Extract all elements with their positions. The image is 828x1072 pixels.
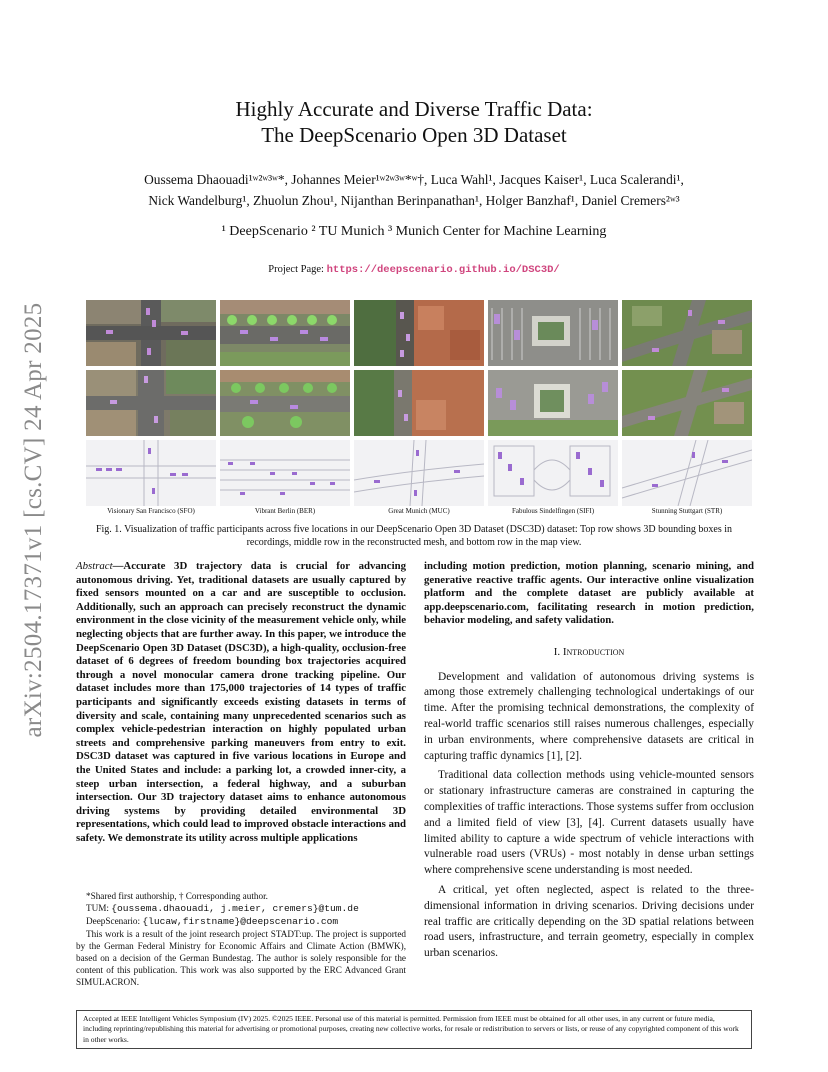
arxiv-stamp-text: arXiv:2504.17371v1 [cs.CV] 24 Apr 2025 [20, 302, 47, 738]
footnote-tum-label: TUM: [86, 903, 109, 913]
tile-recording-str [622, 300, 752, 366]
abstract-body: —Accurate 3D trajectory data is crucial for advancing autonomous driving. Yet, traditional datasets are usually captured by fixed sensors mounted on a car and are susceptible to occlusion. Additionally, such an approach can precisely reconstruct the dynamic environment in the close vicinity of the measurement vehicle only, while neglecting objects that are further away. In this paper, we introduce the DeepScenario Open 3D Dataset (DSC3D), a high-quality, occlusion-free dataset of 6 degrees of freedom bounding box trajectories acquired through a novel monocular camera drone tracking pipeline. Our dataset includes more than 175,000 trajectories of 14 types of traffic participants and significantly exceeds existing datasets in terms of diversity and scale, containing many unprecedented scenarios such as complex vehicle-pedestrian interaction on highly populated urban streets and comprehensive parking maneuvers from entry to exit. DSC3D dataset was captured in five various locations in Europe and the United States and include: a parking lot, a crowded inner-city, a steep urban intersection, a federal highway, and a suburban intersection. Our 3D trajectory dataset aims to enhance autonomous driving systems by providing detailed environmental 3D representations, which could lead to improved obstacle interactions and safety. We demonstrate its utility across multiple applications [76, 560, 406, 844]
tile-map-ber [220, 440, 350, 506]
affiliations: ¹ DeepScenario ² TU Munich ³ Munich Center for Machine Learning [221, 224, 607, 239]
right-column [424, 560, 754, 966]
intro-paragraph-2: Traditional data collection methods using vehicle-mounted sensors or stationary infrastructure cameras are constrained in capturing the complexities of traffic interactions. Those systems suffer from occlusion and a limited field of view [3], [4]. Current datasets usually have limited ability to capture a wide spectrum of vehicle interactions with vulnerable road users (VRUs) - most notably in dense urban settings where comprehensive scene understanding is most needed. [424, 769, 754, 877]
project-url-link[interactable]: https://deepscenario.github.io/DSC3D/ [326, 264, 560, 276]
project-label: Project Page: [268, 264, 324, 275]
tile-recording-sifi [488, 300, 618, 366]
tile-recording-muc [354, 300, 484, 366]
tile-mesh-str [622, 370, 752, 436]
column-label-sifi: Fabulous Sindelfingen (SIFI) [511, 507, 595, 515]
author-list [90, 169, 738, 211]
footnote-tum [76, 902, 406, 915]
figure-1 [82, 300, 754, 518]
introduction-text [424, 670, 754, 962]
title-line-2: The DeepScenario Open 3D Dataset [261, 123, 567, 147]
footnote-funding: This work is a result of the joint research project STADT:up. The project is supported by the German Federal Ministry for Economic Affairs and Climate Action (BMWK), based on a decision of the German Bundestag. The author is solely responsible for the content of this publication. This work was also supported by the ERC Advanced Grant SIMULACRON. [76, 929, 406, 987]
authors-line-2: Nick Wandelburg¹, Zhuolun Zhou¹, Nijanthan Berinpanathan¹, Holger Banzhaf¹, Daniel Cremers²ʷ³ [148, 193, 680, 208]
tile-map-sfo [86, 440, 216, 506]
column-label-muc: Great Munich (MUC) [388, 507, 450, 515]
tile-mesh-sfo [86, 370, 216, 436]
paper-title [0, 96, 828, 148]
arxiv-stamp [14, 280, 54, 760]
column-label-str: Stunning Stuttgart (STR) [651, 507, 723, 515]
tile-map-muc [354, 440, 484, 506]
tile-recording-ber [220, 300, 350, 366]
tile-mesh-ber [220, 370, 350, 436]
tile-map-sifi [488, 440, 618, 506]
figure-caption: Fig. 1. Visualization of traffic participants across five locations in our DeepScenario Open 3D Dataset (DSC3D) dataset: Top row shows 3D bounding boxes in recordings, middle row in the reconstructed mesh, and bottom row in the map view. [95, 524, 733, 548]
project-page [0, 264, 828, 276]
footnote-ds-email[interactable]: {lucaw,firstname}@deepscenario.com [142, 916, 339, 927]
abstract-continued: including motion prediction, motion planning, scenario mining, and generative reactive traffic agents. Our interactive online visualization platform and the complete dataset are publicly available at app.deepscenario.com, facilitating research in motion prediction, behavior modeling, and safety validation. [424, 560, 754, 627]
footnote-tum-email[interactable]: {oussema.dhaouadi, j.meier, cremers}@tum.de [111, 903, 359, 914]
section-heading-introduction: I. Introduction [553, 645, 625, 658]
intro-paragraph-3: A critical, yet often neglected, aspect is related to the three-dimensional information in driving scenarios. Driving decisions under real traffic are critically depending on the 3D spatial relations between road users, infrastructure, and terrain geometry, especially in complex urban scenarios. [424, 883, 754, 960]
title-line-1: Highly Accurate and Diverse Traffic Data: [235, 97, 593, 121]
column-label-sfo: Visionary San Francisco (SFO) [107, 507, 195, 515]
tile-mesh-sifi [488, 370, 618, 436]
tile-mesh-muc [354, 370, 484, 436]
copyright-notice: Accepted at IEEE Intelligent Vehicles Symposium (IV) 2025. ©2025 IEEE. Personal use of this material is permitted. Permission from IEEE must be obtained for all other uses, in any current or future media, including reprinting/republishing this material for advertising or promotional purposes, creating new collective works, for resale or redistribution to servers or lists, or reuse of any copyrighted component of this work in other works. [76, 1010, 752, 1049]
abstract-lead: Abstract [76, 560, 113, 572]
column-label-ber: Vibrant Berlin (BER) [254, 507, 316, 515]
footnote-shared-authorship: *Shared first authorship, † Corresponding author. [86, 891, 268, 901]
footnote-ds-label: DeepScenario: [86, 916, 141, 926]
footnote-deepscenario [76, 915, 406, 928]
tile-map-str [622, 440, 752, 506]
footnotes [76, 890, 406, 988]
intro-paragraph-1: Development and validation of autonomous driving systems is among those extremely challenging technological undertakings of our time. After the promising technical demonstrations, the complexity of real-world traffic scenarios still raises numerous challenges, especially in urban environments, where comprehensive datasets are critical in capturing traffic dynamics [1], [2]. [424, 670, 754, 762]
tile-recording-sfo [86, 300, 216, 366]
authors-line-1: Oussema Dhaouadi¹ʷ²ʷ³ʷ*, Johannes Meier¹ʷ²ʷ³ʷ*ʷ†, Luca Wahl¹, Jacques Kaiser¹, Luca Scalerandi¹, [144, 172, 684, 187]
abstract [76, 560, 406, 845]
